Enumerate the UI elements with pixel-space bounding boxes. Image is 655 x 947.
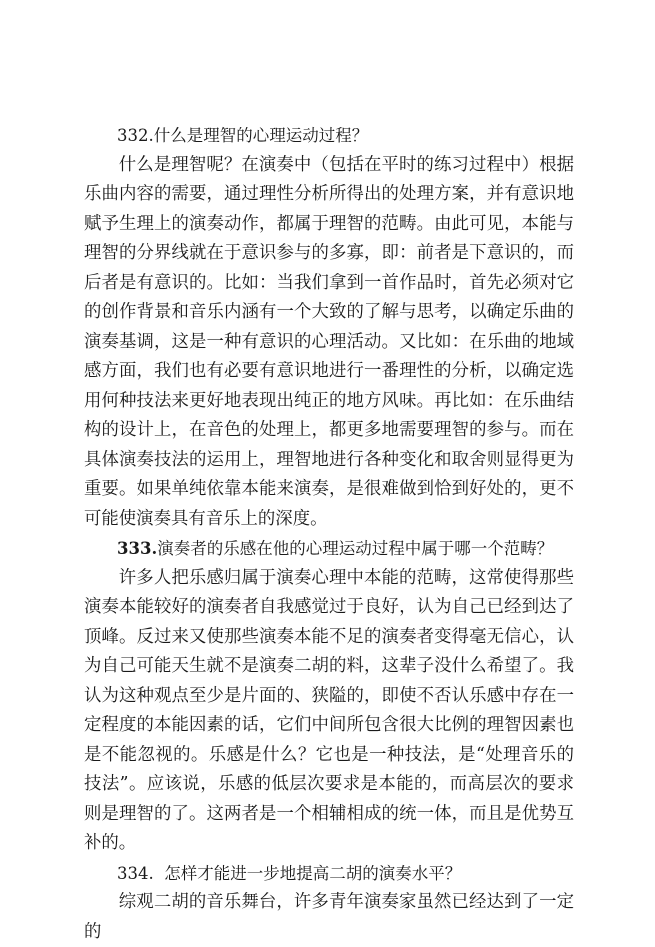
section-title: 演奏者的乐感在他的心理运动过程中属于哪一个范畴？: [157, 539, 554, 558]
section-heading-334: [84, 859, 574, 889]
section-number: 334.: [117, 863, 154, 883]
section-title: 怎样才能进一步地提高二胡的演奏水平？: [164, 863, 462, 883]
section-body-333: 许多人把乐感归属于演奏心理中本能的范畴，这常使得那些演奏本能较好的演奏者自我感觉过于良好，认为自己已经到达了顶峰。反过来又使那些演奏本能不足的演奏者变得毫无信心，认为自己可能天生就不是演奏二胡的料，这辈子没什么希望了。我认为这种观点至少是片面的、狭隘的，即使不否认乐感中存在一定程度的本能因素的话，它们中间所包含很大比例的理智因素也是不能忽视的。乐感是什么？它也是一种技法，是“处理音乐的技法”。应该说，乐感的低层次要求是本能的，而高层次的要求则是理智的了。这两者是一个相辅相成的统一体，而且是优势互补的。: [84, 567, 574, 853]
section-title: 什么是理智的心理运动过程？: [153, 126, 369, 145]
document-text: [84, 121, 574, 947]
section-number: 333.: [117, 539, 158, 558]
section-heading-333: [84, 534, 574, 564]
section-number: 332.: [117, 126, 154, 145]
section-body-334: 综观二胡的音乐舞台，许多青年演奏家虽然已经达到了一定的: [84, 892, 574, 942]
section-heading-332: [84, 121, 574, 151]
section-body-332: 什么是理智呢？在演奏中（包括在平时的练习过程中）根据乐曲内容的需要，通过理性分析所得出的处理方案，并有意识地赋予生理上的演奏动作，都属于理智的范畴。由此可见，本能与理智的分界线就在于意识参与的多寡，即：前者是下意识的，而后者是有意识的。比如：当我们拿到一首作品时，首先必须对它的创作背景和音乐内涵有一个大致的了解与思考，以确定乐曲的演奏基调，这是一种有意识的心理活动。又比如：在乐曲的地域感方面，我们也有必要有意识地进行一番理性的分析，以确定选用何种技法来更好地表现出纯正的地方风味。再比如：在乐曲结构的设计上，在音色的处理上，都更多地需要理智的参与。而在具体演奏技法的运用上，理智地进行各种变化和取舍则显得更为重要。如果单纯依靠本能来演奏，是很难做到恰到好处的，更不可能使演奏具有音乐上的深度。: [84, 154, 574, 529]
